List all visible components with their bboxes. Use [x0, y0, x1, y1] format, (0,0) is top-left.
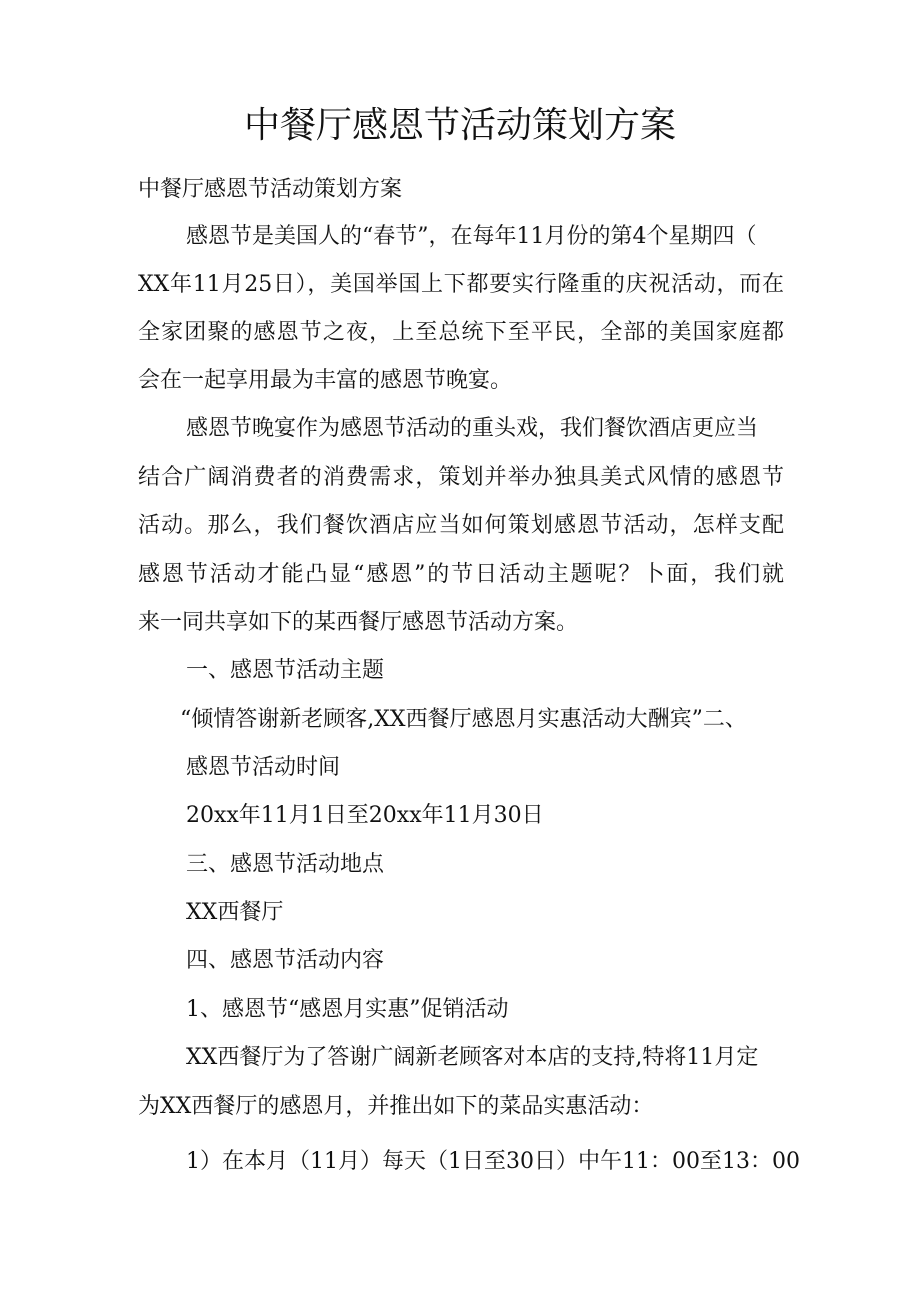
paragraph-2-line-3: 活动。那么，我们餐饮酒店应当如何策划感恩节活动，怎样支配 — [138, 513, 784, 538]
document-title: 中餐厅感恩节活动策划方案 — [243, 105, 676, 146]
section-4-heading: 四、感恩节活动内容 — [186, 948, 385, 973]
section-4-item-1-heading: 1、感恩节“感恩月实惠”促销活动 — [186, 997, 509, 1022]
paragraph-1-line-1: 感恩节是美国人的“春节”，在每年11月份的第4个星期四（ — [186, 224, 757, 249]
paragraph-1-line-2: XX年11月25日），美国举国上下都要实行隆重的庆祝活动，而在 — [138, 272, 784, 297]
section-3-venue: XX西餐厅 — [186, 900, 284, 925]
paragraph-1-line-3: 全家团聚的感恩节之夜，上至总统下至平民，全部的美国家庭都 — [138, 320, 784, 345]
section-4-list-item-1: 1）在本月（11月）每天（1日至30日）中午11：00至13：00 — [186, 1149, 800, 1174]
section-2-date-range: 20xx年11月1日至20xx年11月30日 — [186, 803, 544, 828]
paragraph-1-line-4: 会在一起享用最为丰富的感恩节晚宴。 — [138, 368, 513, 393]
subtitle-line: 中餐厅感恩节活动策划方案 — [138, 177, 403, 202]
paragraph-2-line-5: 来一同共享如下的某西餐厅感恩节活动方案。 — [138, 610, 579, 635]
section-1-heading: 一、感恩节活动主题 — [186, 658, 385, 683]
section-1-theme-line: “倾情答谢新老顾客,XX西餐厅感恩月实惠活动大酬宾”二、 — [180, 707, 747, 732]
section-2-heading: 感恩节活动时间 — [186, 755, 341, 780]
section-4-paragraph-line-1: XX西餐厅为了答谢广阔新老顾客对本店的支持,特将11月定 — [186, 1045, 759, 1070]
section-3-heading: 三、感恩节活动地点 — [186, 852, 385, 877]
section-4-paragraph-line-2: 为XX西餐厅的感恩月，并推出如下的菜品实惠活动： — [138, 1094, 654, 1119]
paragraph-2-line-1: 感恩节晚宴作为感恩节活动的重头戏，我们餐饮酒店更应当 — [186, 416, 759, 441]
paragraph-2-line-2: 结合广阔消费者的消费需求，策划并举办独具美式风情的感恩节 — [138, 465, 784, 490]
paragraph-2-line-4: 感恩节活动才能凸显“感恩”的节日活动主题呢？卜面，我们就 — [138, 562, 784, 587]
